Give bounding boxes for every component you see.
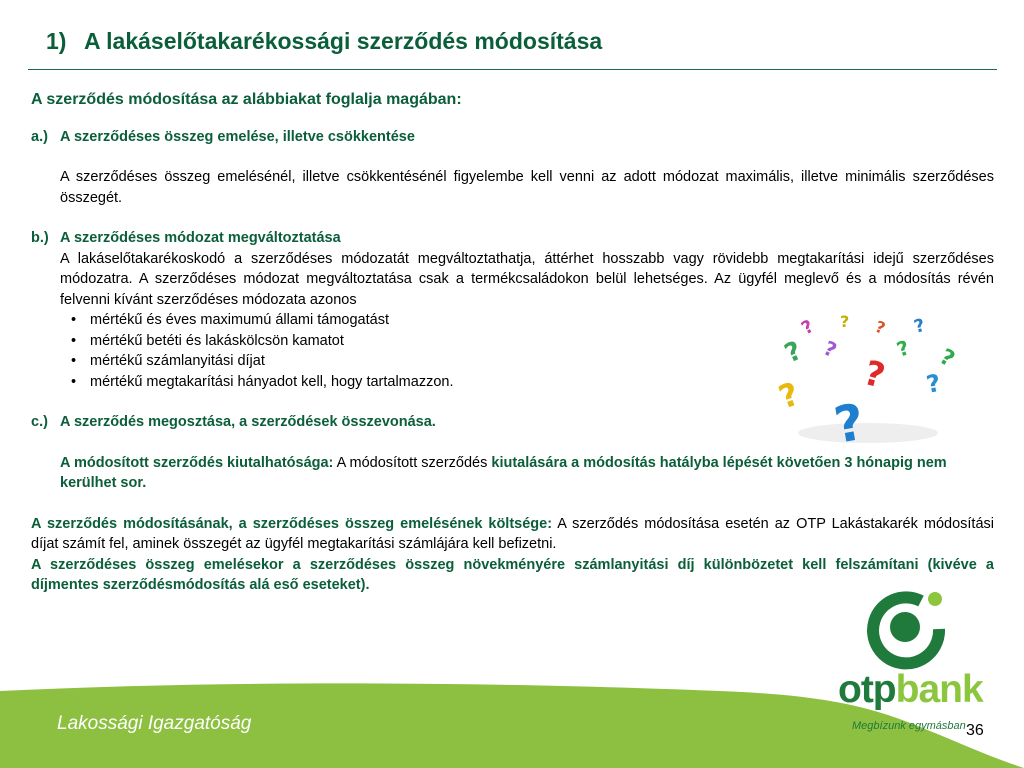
- svg-text:?: ?: [893, 335, 913, 362]
- cost-text: A szerződés módosítása esetén az OTP Lakástakarék módosítási díjat számít fel, aminek összegét az ügyfél megtakarítási számlájára kell befizetni.: [31, 515, 994, 552]
- fee-note: A szerződéses összeg emelésekor a szerződéses összeg növekményére számlanyitási díj különbözetet kell felszámítani (kivéve a díjmentes szerződésmódosítás alá eső eseteket).: [31, 556, 994, 593]
- otp-logo-wordmark: otpbank: [838, 668, 983, 711]
- cost-label: A szerződés módosításának, a szerződéses összeg emelésének költsége:: [31, 515, 553, 532]
- svg-text:?: ?: [840, 312, 850, 331]
- svg-text:?: ?: [798, 315, 818, 340]
- section-b-heading: [31, 228, 994, 249]
- svg-text:?: ?: [819, 335, 841, 363]
- page-number: 36: [966, 722, 984, 739]
- list-item: • mértékű betéti és lakáskölcsön kamatot: [71, 332, 344, 349]
- section-c-normal: A módosított szerződés: [336, 454, 488, 471]
- section-a-text: A szerződéses összeg emelésénél, illetve csökkentésénél figyelembe kell venni az adott módozat maximális, illetve minimális szerződéses összegét.: [60, 169, 994, 206]
- section-c-title: A szerződés megosztása, a szerződések összevonása.: [60, 414, 436, 430]
- list-item: • mértékű számlanyitási díjat: [71, 353, 265, 369]
- section-c-label: A módosított szerződés kiutalhatósága:: [60, 454, 334, 471]
- title-divider: [28, 69, 997, 70]
- svg-text:?: ?: [830, 392, 869, 455]
- list-item: • mértékű megtakarítási hányadot kell, hogy tartalmazzon.: [71, 373, 454, 390]
- section-b-text: A lakáselőtakarékoskodó a szerződéses módozatát megváltoztathatja, áttérhet hosszabb vagy rövidebb megtakarítási idejű szerződéses módozatra. A szerződéses módozat megváltoztatása csak a termékcsaládokon belül lehetséges. Az ügyfél meglevő és a módosítás révén felvenni kívánt szerződéses módozata azonos: [60, 250, 994, 308]
- intro-heading: A szerződés módosítása az alábbiakat foglalja magában:: [31, 91, 462, 108]
- svg-text:?: ?: [935, 344, 959, 373]
- svg-text:?: ?: [872, 316, 888, 338]
- section-a-marker: a.): [31, 128, 48, 145]
- otp-logo-icon: [861, 585, 949, 669]
- svg-text:?: ?: [911, 314, 928, 338]
- section-c-marker: c.): [31, 414, 48, 430]
- section-a-heading: [31, 127, 994, 148]
- title-number: 1): [46, 28, 67, 54]
- page-title: [46, 28, 602, 55]
- section-a-title: A szerződéses összeg emelése, illetve csökkentése: [60, 128, 415, 145]
- section-c-bold: kiutalására a módosítás hatályba lépését követően 3 hónapig nem kerülhet sor.: [60, 454, 947, 491]
- section-b-title: A szerződéses módozat megváltoztatása: [60, 230, 341, 246]
- svg-text:?: ?: [859, 353, 890, 397]
- cost-paragraph: [31, 514, 994, 555]
- list-item: • mértékű és éves maximumú állami támogatást: [71, 312, 389, 328]
- svg-text:?: ?: [780, 335, 807, 370]
- section-c-text: [60, 453, 994, 494]
- section-b-marker: b.): [31, 230, 49, 246]
- footer-department: Lakossági Igazgatóság: [57, 713, 252, 734]
- svg-text:?: ?: [773, 374, 805, 417]
- title-text: A lakáselőtakarékossági szerződés módosítása: [84, 28, 603, 54]
- question-marks-image: [773, 312, 962, 455]
- otp-slogan: Megbízunk egymásban: [852, 720, 966, 732]
- svg-text:?: ?: [924, 368, 943, 399]
